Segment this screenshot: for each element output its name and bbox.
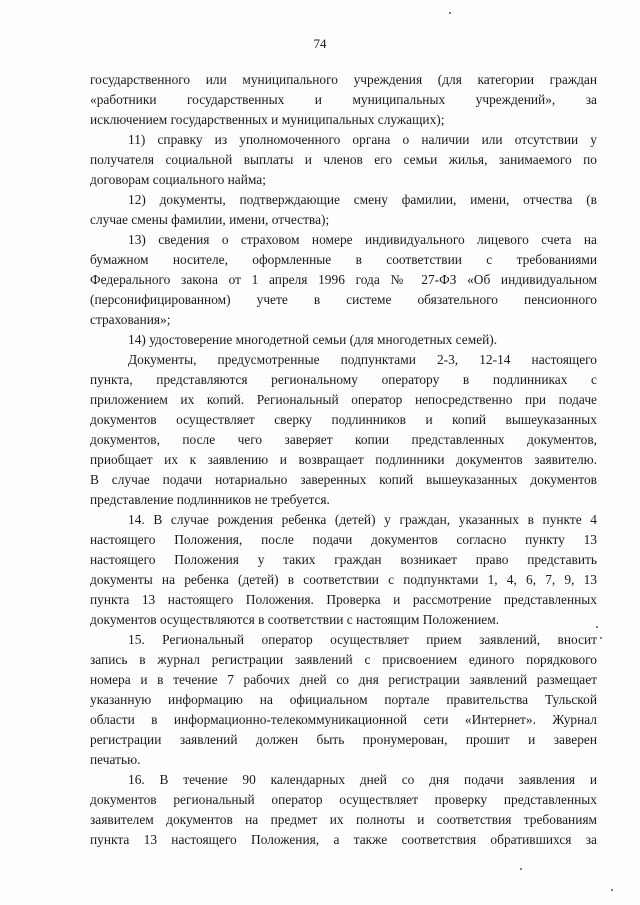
text-line: государственного или муниципального учреждения (для категории граждан <box>90 72 597 87</box>
paragraph-section-16 <box>90 770 597 850</box>
text-line: запись в журнал регистрации заявлений с присвоением единого порядкового <box>90 652 597 667</box>
scan-speck <box>449 12 451 14</box>
text-line: 12) документы, подтверждающие смену фамилии, имени, отчества (в <box>128 192 597 207</box>
text-line: 16. В течение 90 календарных дней со дня подачи заявления и <box>128 772 597 787</box>
text-line: 14. В случае рождения ребенка (детей) у граждан, указанных в пункте 4 <box>128 512 597 527</box>
text-line: Документы, предусмотренные подпунктами 2-3, 12-14 настоящего <box>128 352 597 367</box>
text-line: документов осуществляются в соответствии с настоящим Положением. <box>90 612 500 627</box>
text-line: получателя социальной выплаты и членов его семьи жилья, занимаемого по <box>90 152 597 167</box>
text-line: документов, после чего заверяет копии представленных документов, <box>90 432 597 447</box>
text-line: указанную информацию на официальном портале правительства Тульской <box>90 692 597 707</box>
text-line: 15. Региональный оператор осуществляет прием заявлений, вносит <box>128 632 597 647</box>
paragraph-item-13 <box>90 230 597 330</box>
paragraph-item-12 <box>90 190 597 230</box>
text-line: 11) справку из уполномоченного органа о наличии или отсутствии у <box>128 132 597 147</box>
text-line: 14) удостоверение многодетной семьи (для многодетных семей). <box>128 332 498 347</box>
text-line: приобщает их к заявлению и возвращает подлинники документов заявителю. <box>90 452 597 467</box>
scan-speck <box>600 637 602 639</box>
text-line: пункта 13 настоящего Положения, а также соответствия обратившихся за <box>90 832 597 847</box>
text-line: документы на ребенка (детей) в соответствии с подпунктами 1, 4, 6, 7, 9, 13 <box>90 572 597 587</box>
paragraph-item-10-continuation <box>90 70 597 130</box>
text-line: документов региональный оператор осуществляет проверку представленных <box>90 792 597 807</box>
scan-speck <box>596 626 598 628</box>
text-line: бумажном носителе, оформленные в соответствии с требованиями <box>90 252 597 267</box>
document-body <box>90 70 597 850</box>
text-line: случае смены фамилии, имени, отчества); <box>90 212 330 227</box>
text-line: 13) сведения о страховом номере индивидуального лицевого счета на <box>128 232 597 247</box>
scan-speck <box>520 868 522 870</box>
text-line: (персонифицированном) учете в системе обязательного пенсионного <box>90 292 597 307</box>
text-line: представление подлинников не требуется. <box>90 492 330 507</box>
text-line: Федерального закона от 1 апреля 1996 года № 27-ФЗ «Об индивидуальном <box>90 272 597 287</box>
text-line: номера и в течение 7 рабочих дней со дня регистрации заявлений размещает <box>90 672 597 687</box>
text-line: исключением государственных и муниципальных служащих); <box>90 112 445 127</box>
text-line: пункта, представляются региональному оператору в подлинниках с <box>90 372 597 387</box>
paragraph-item-11 <box>90 130 597 190</box>
text-line: договорам социального найма; <box>90 172 266 187</box>
text-line: настоящего Положения, после подачи документов согласно пункту 13 <box>90 532 597 547</box>
text-line: области в информационно-телекоммуникационной сети «Интернет». Журнал <box>90 712 597 727</box>
text-line: пункта 13 настоящего Положения. Проверка и рассмотрение представленных <box>90 592 597 607</box>
text-line: заявителем документов на предмет их полноты и соответствия требованиям <box>90 812 597 827</box>
page-number: 74 <box>313 36 327 51</box>
paragraph-section-15 <box>90 630 597 770</box>
scan-speck <box>611 889 613 891</box>
text-line: «работники государственных и муниципальных учреждений», за <box>90 92 597 107</box>
text-line: приложением их копий. Региональный оператор непосредственно при подаче <box>90 392 597 407</box>
text-line: печатью. <box>90 752 141 767</box>
text-line: регистрации заявлений должен быть пронумерован, прошит и заверен <box>90 732 597 747</box>
paragraph-documents-verification <box>90 350 597 510</box>
paragraph-item-14 <box>90 330 597 350</box>
text-line: страхования»; <box>90 312 171 327</box>
text-line: настоящего Положения у таких граждан возникает право представить <box>90 552 597 567</box>
text-line: В случае подачи нотариально заверенных копий вышеуказанных документов <box>90 472 597 487</box>
text-line: документов осуществляет сверку подлинников и копий вышеуказанных <box>90 412 597 427</box>
paragraph-section-14 <box>90 510 597 630</box>
